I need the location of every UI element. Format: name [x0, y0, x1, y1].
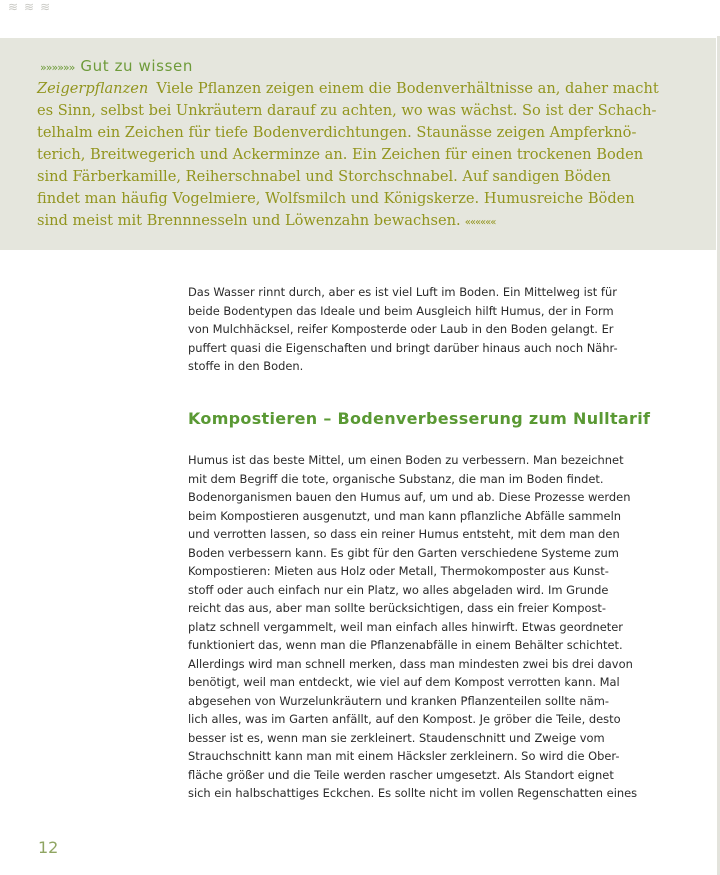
- text-line: von Mulchhäcksel, reifer Komposterde oder Laub in den Boden gelangt. Er: [188, 322, 614, 336]
- text-line: benötigt, weil man entdeckt, wie viel auf dem Kompost verrotten kann. Mal: [188, 675, 620, 689]
- wave-ornament-icon: ≋≋≋: [8, 0, 57, 14]
- chevron-right-icon: »»»»»»: [40, 61, 75, 74]
- text-line: sich ein halbschattiges Eckchen. Es sollte nicht im vollen Regenschatten eines: [188, 786, 638, 800]
- text-line: Humus ist das beste Mittel, um einen Boden zu verbessern. Man bezeichnet: [188, 453, 624, 467]
- text-line: stoffe in den Boden.: [188, 359, 304, 373]
- text-line: fläche größer und die Teile werden rascher umgesetzt. Als Standort eignet: [188, 767, 614, 782]
- body-paragraph: [188, 451, 656, 803]
- text-line: puffert quasi die Eigenschaften und bringt darüber hinaus auch noch Nähr-: [188, 340, 618, 355]
- text-line: platz schnell vergammelt, weil man einfach alles hinwirft. Etwas geordneter: [188, 619, 623, 634]
- page-number: 12: [38, 838, 59, 857]
- callout-line: findet man häufig Vogelmiere, Wolfsmilch und Königskerze. Humusreiche Böden: [37, 190, 635, 207]
- callout-heading-text: Gut zu wissen: [80, 57, 193, 75]
- text-line: funktioniert das, wenn man die Pflanzenabfälle in einem Behälter schichtet.: [188, 638, 623, 652]
- callout-box: [0, 38, 716, 250]
- intro-paragraph: [188, 283, 656, 376]
- section-heading: Kompostieren – Bodenverbesserung zum Nulltarif: [188, 409, 651, 428]
- text-line: abgesehen von Wurzelunkräutern und kranken Pflanzenteilen sollte näm-: [188, 693, 609, 708]
- text-line: und verrotten lassen, so dass ein reiner Humus entsteht, mit dem man den: [188, 527, 620, 541]
- callout-line: es Sinn, selbst bei Unkräutern darauf zu achten, wo was wächst. So ist der Schach-: [37, 102, 657, 119]
- text-line: Kompostieren: Mieten aus Holz oder Metall, Thermokomposter aus Kunst-: [188, 564, 609, 578]
- callout-line: telhalm ein Zeichen für tiefe Bodenverdichtungen. Staunässe zeigen Ampferknö-: [37, 124, 637, 141]
- text-line: Das Wasser rinnt durch, aber es ist viel Luft im Boden. Ein Mittelweg ist für: [188, 285, 617, 299]
- text-line: besser ist es, wenn man sie zerkleinert. Staudenschnitt und Zweige vom: [188, 730, 605, 745]
- callout-line: sind Färberkamille, Reiherschnabel und Storchschnabel. Auf sandigen Böden: [37, 168, 611, 185]
- callout-line: terich, Breitwegerich und Ackerminze an. Ein Zeichen für einen trockenen Boden: [37, 146, 644, 163]
- text-line: Strauchschnitt kann man mit einem Häcksler zerkleinern. So wird die Ober-: [188, 749, 620, 763]
- text-line: mit dem Begriff die tote, organische Substanz, die man im Boden findet.: [188, 471, 604, 486]
- text-line: Bodenorganismen bauen den Humus auf, um und ab. Diese Prozesse werden: [188, 490, 631, 504]
- callout-term: Zeigerpflanzen: [37, 80, 149, 97]
- text-line: lich alles, was im Garten anfällt, auf den Kompost. Je gröber die Teile, desto: [188, 712, 621, 726]
- text-line: reicht das aus, aber man sollte berücksichtigen, dass ein freier Kompost-: [188, 601, 607, 615]
- callout-line: Viele Pflanzen zeigen einem die Bodenverhältnisse an, daher macht: [156, 80, 659, 97]
- chevron-left-icon: ««««««: [464, 217, 496, 228]
- text-line: stoff oder auch einfach nur ein Platz, wo alles abgeladen wird. Im Grunde: [188, 582, 609, 597]
- callout-heading: [40, 57, 193, 75]
- text-line: Boden verbessern kann. Es gibt für den Garten verschiedene Systeme zum: [188, 545, 619, 560]
- text-line: beim Kompostieren ausgenutzt, und man kann pflanzliche Abfälle sammeln: [188, 508, 622, 523]
- callout-text: [37, 78, 671, 234]
- text-line: Allerdings wird man schnell merken, dass man mindesten zwei bis drei davon: [188, 656, 633, 671]
- callout-line: sind meist mit Brennnesseln und Löwenzahn bewachsen.: [37, 212, 461, 229]
- text-line: beide Bodentypen das Ideale und beim Ausgleich hilft Humus, der in Form: [188, 303, 614, 318]
